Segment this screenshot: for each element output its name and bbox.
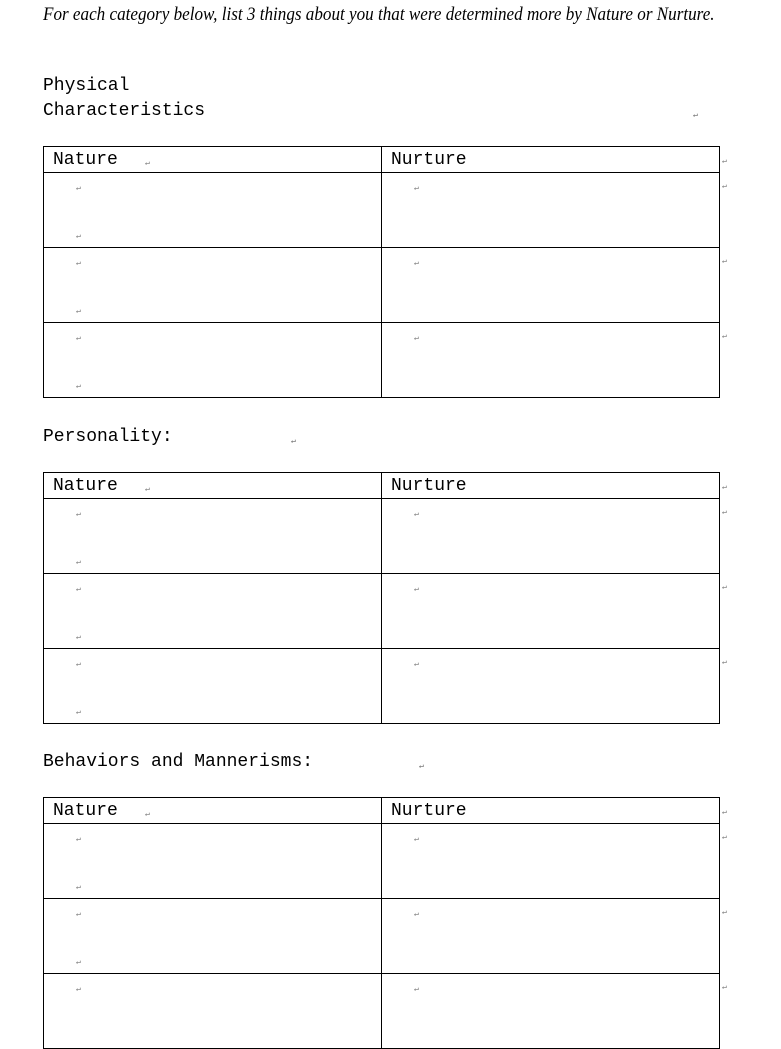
nature-nurture-table-physical: [43, 146, 727, 398]
nurture-answer-cell[interactable]: [382, 323, 727, 398]
table-row: [44, 974, 720, 1049]
paragraph-mark-icon: ↵: [722, 983, 727, 992]
paragraph-mark-icon: ↵: [76, 585, 81, 594]
paragraph-mark-icon: ↵: [414, 910, 419, 919]
nature-nurture-table-behaviors: [43, 797, 727, 1049]
paragraph-mark-icon: ↵: [76, 958, 81, 967]
paragraph-mark-icon: ↵: [722, 658, 727, 667]
nurture-answer-cell[interactable]: [382, 649, 727, 724]
table-row: [44, 499, 720, 574]
table-row: [44, 323, 720, 398]
nurture-answer-cell[interactable]: [382, 173, 727, 248]
paragraph-mark-icon: ↵: [414, 835, 419, 844]
table-header-row: [44, 147, 720, 173]
paragraph-mark-icon: ↵: [722, 257, 727, 266]
table-row: [44, 824, 720, 899]
paragraph-mark-icon: ↵: [76, 334, 81, 343]
nature-answer-cell[interactable]: [44, 323, 382, 398]
nature-answer-cell[interactable]: [44, 173, 382, 248]
nurture-answer-cell[interactable]: [382, 574, 727, 649]
paragraph-mark-icon: ↵: [419, 762, 424, 771]
table-header-row: [44, 798, 720, 824]
paragraph-mark-icon: ↵: [722, 808, 727, 817]
instructions-text: For each category below, list 3 things about you that were determined more by Nature or Nurture.: [43, 4, 715, 25]
nurture-column-header: [382, 147, 727, 173]
paragraph-mark-icon: ↵: [145, 810, 150, 819]
paragraph-mark-icon: ↵: [414, 510, 419, 519]
nature-column-header: [44, 473, 382, 499]
paragraph-mark-icon: ↵: [145, 485, 150, 494]
paragraph-mark-icon: ↵: [291, 437, 296, 446]
nurture-header-label: Nurture: [391, 476, 467, 496]
nature-header-label: Nature: [53, 476, 118, 496]
nurture-answer-cell[interactable]: [382, 899, 727, 974]
nature-header-label: Nature: [53, 801, 118, 821]
nature-answer-cell[interactable]: [44, 248, 382, 323]
nature-nurture-table-personality: [43, 472, 727, 724]
table-row: [44, 173, 720, 248]
nurture-answer-cell[interactable]: [382, 824, 727, 899]
section-heading-physical: Physical Characteristics: [43, 76, 206, 121]
section-heading-behaviors: Behaviors and Mannerisms:: [43, 752, 314, 772]
nurture-column-header: [382, 473, 727, 499]
paragraph-mark-icon: ↵: [76, 985, 81, 994]
nature-column-header: [44, 147, 382, 173]
paragraph-mark-icon: ↵: [722, 332, 727, 341]
nurture-answer-cell[interactable]: [382, 974, 727, 1049]
section-heading-personality: Personality:: [43, 427, 173, 447]
paragraph-mark-icon: ↵: [414, 259, 419, 268]
paragraph-mark-icon: ↵: [722, 833, 727, 842]
paragraph-mark-icon: ↵: [76, 708, 81, 717]
paragraph-mark-icon: ↵: [76, 382, 81, 391]
nature-answer-cell[interactable]: [44, 649, 382, 724]
paragraph-mark-icon: ↵: [76, 835, 81, 844]
nature-answer-cell[interactable]: [44, 974, 382, 1049]
paragraph-mark-icon: ↵: [722, 508, 727, 517]
paragraph-mark-icon: ↵: [76, 259, 81, 268]
paragraph-mark-icon: ↵: [722, 182, 727, 191]
paragraph-mark-icon: ↵: [76, 883, 81, 892]
paragraph-mark-icon: ↵: [414, 985, 419, 994]
paragraph-mark-icon: ↵: [414, 334, 419, 343]
paragraph-mark-icon: ↵: [76, 184, 81, 193]
paragraph-mark-icon: ↵: [76, 510, 81, 519]
table-row: [44, 899, 720, 974]
nature-answer-cell[interactable]: [44, 824, 382, 899]
paragraph-mark-icon: ↵: [76, 660, 81, 669]
nurture-answer-cell[interactable]: [382, 499, 727, 574]
table-header-row: [44, 473, 720, 499]
nature-answer-cell[interactable]: [44, 899, 382, 974]
nurture-header-label: Nurture: [391, 801, 467, 821]
paragraph-mark-icon: ↵: [414, 184, 419, 193]
nurture-header-label: Nurture: [391, 150, 467, 170]
table-row: [44, 649, 720, 724]
paragraph-mark-icon: ↵: [722, 583, 727, 592]
paragraph-mark-icon: ↵: [722, 157, 727, 166]
nurture-answer-cell[interactable]: [382, 248, 727, 323]
paragraph-mark-icon: ↵: [693, 111, 698, 120]
nurture-column-header: [382, 798, 727, 824]
paragraph-mark-icon: ↵: [722, 483, 727, 492]
paragraph-mark-icon: ↵: [414, 585, 419, 594]
paragraph-mark-icon: ↵: [145, 159, 150, 168]
paragraph-mark-icon: ↵: [76, 558, 81, 567]
nature-header-label: Nature: [53, 150, 118, 170]
nature-column-header: [44, 798, 382, 824]
table-row: [44, 248, 720, 323]
table-row: [44, 574, 720, 649]
paragraph-mark-icon: ↵: [76, 232, 81, 241]
paragraph-mark-icon: ↵: [76, 910, 81, 919]
paragraph-mark-icon: ↵: [722, 908, 727, 917]
nature-answer-cell[interactable]: [44, 574, 382, 649]
nature-answer-cell[interactable]: [44, 499, 382, 574]
paragraph-mark-icon: ↵: [76, 633, 81, 642]
paragraph-mark-icon: ↵: [414, 660, 419, 669]
paragraph-mark-icon: ↵: [76, 307, 81, 316]
